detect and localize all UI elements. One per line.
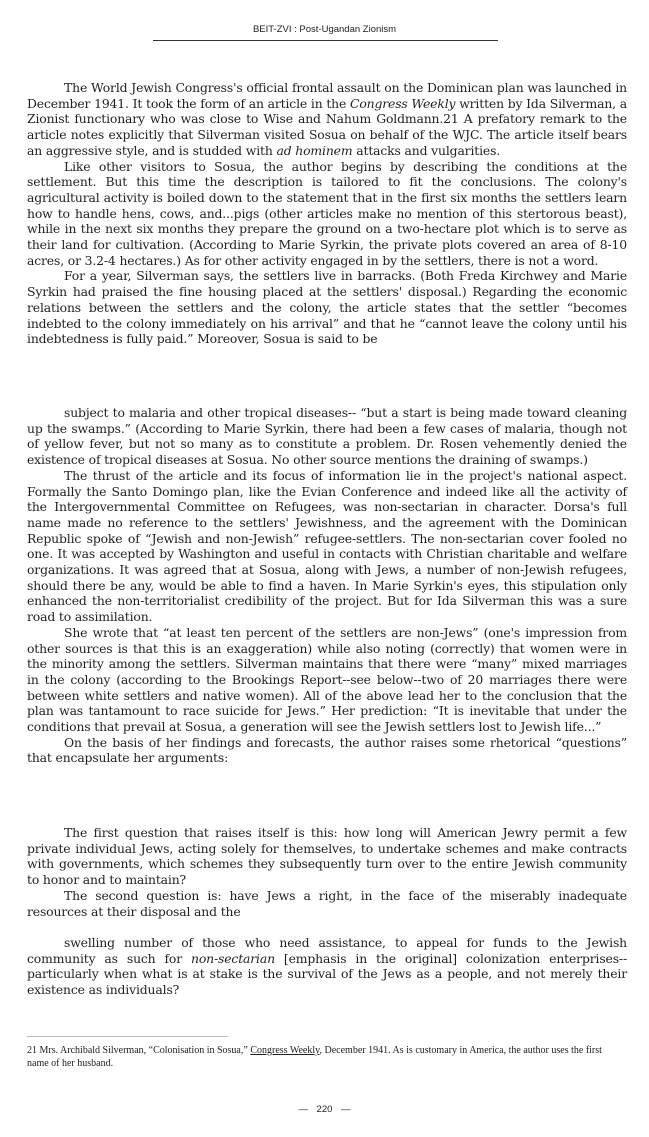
paragraph: The thrust of the article and its focus of information lie in the project's national aspect. Formally the Santo Domingo plan, like the Evian Conference and indeed like all the activity of the Intergovernmental Committee on Refugees, was non-sectarian in character. Dorsa's full name made no reference to the settlers' Jewishness, and the agreement with the Dominican Republic spoke of “Jewish and non-Jewish” refugee-settlers. The non-sectarian cover fooled no one. It was accepted by Washington and useful in contacts with Christian charitable and welfare organizations. It was agreed that at Sosua, along with Jews, a number of non-Jewish refugees, should there be any, would be able to find a haven. In Marie Syrkin's eyes, this stipulation only enhanced the non-territorialist credibility of the project. But for Ida Silverman this was a sure road to assimilation. — [27, 467, 627, 625]
body-block-2 — [27, 405, 627, 766]
footnote — [27, 1044, 607, 1070]
page-number: — 220 — — [298, 1104, 351, 1115]
paragraph: She wrote that “at least ten percent of the settlers are non-Jews” (one's impression from other sources is that this is an exaggeration) while also noting (correctly) that women were in the minority among the settlers. Silverman maintains that there were “many” mixed marriages in the colony (according to the Brookings Report--see below--two of 20 marriages there were between white settlers and native women). All of the above lead her to the conclusion that the plan was tantamount to race suicide for Jews.” Her prediction: “It is inevitable that under the conditions that prevail at Sosua, a generation will see the Jewish settlers lost to Jewish life...” — [27, 624, 627, 735]
italic-title: Congress Weekly — [349, 95, 456, 111]
text-run: , December 1941. As is customary in America, the author uses the first name of her husband. — [27, 1045, 602, 1069]
text-run: [emphasis in the original] colonization enterprises--particularly when what is at stake is the survival of the Jews as a people, and not merely their existence as individuals? — [27, 950, 627, 998]
italic-phrase: non-sectarian — [191, 950, 275, 966]
block-quote-1 — [27, 825, 627, 919]
running-head: BEIT-ZVI : Post-Ugandan Zionism — [252, 24, 397, 35]
paragraph — [27, 935, 627, 998]
paragraph: For a year, Silverman says, the settlers live in barracks. (Both Freda Kirchwey and Marie Syrkin had praised the fine housing placed at the settlers' disposal.) Regarding the economic relations between the settlers and the colony, the article states that the settler “becomes indebted to the colony immediately on his arrival” and that he “cannot leave the colony until his indebtedness is fully paid.” Moreover, Sosua is said to be — [27, 268, 627, 347]
text-run: The World Jewish Congress's official frontal assault on the Dominican plan was launched in December 1941. It took the form of an article in the — [27, 80, 627, 111]
block-quote-2 — [27, 935, 627, 998]
paragraph: The second question is: have Jews a right, in the face of the miserably inadequate resources at their disposal and the — [27, 887, 627, 919]
paragraph: On the basis of her findings and forecasts, the author raises some rhetorical “questions” that encapsulate her arguments: — [27, 734, 627, 766]
paragraph — [27, 80, 627, 159]
text-run: written by Ida Silverman, a Zionist functionary who was close to Wise and Nahum Goldmann.21 A prefatory remark to the article notes explicitly that Silverman visited Sosua on behalf of the WJC. The article itself bears an aggressive style, and is studded with — [27, 95, 628, 158]
body-block-1 — [27, 80, 627, 347]
footnote-rule — [27, 1036, 228, 1037]
text-run: swelling number of those who need assistance, to appeal for funds to the Jewish community as such for — [27, 935, 627, 966]
header-rule — [153, 40, 498, 41]
underlined-title: Congress Weekly — [250, 1045, 320, 1056]
text-run: attacks and vulgarities. — [352, 142, 501, 158]
paragraph: subject to malaria and other tropical diseases-- “but a start is being made toward cleaning up the swamps.” (According to Marie Syrkin, there had been a few cases of malaria, though not of yellow fever, but not so many as to constitute a problem. Dr. Rosen vehemently denied the existence of tropical diseases at Sosua. No other source mentions the draining of swamps.) — [27, 405, 627, 468]
text-run: 21 Mrs. Archibald Silverman, “Colonisation in Sosua,” — [27, 1045, 251, 1056]
italic-phrase: ad hominem — [276, 142, 353, 158]
paragraph: The first question that raises itself is this: how long will American Jewry permit a few private individual Jews, acting solely for themselves, to undertake schemes and make contracts with governments, which schemes they subsequently turn over to the entire Jewish community to honor and to maintain? — [27, 825, 627, 888]
paragraph: Like other visitors to Sosua, the author begins by describing the conditions at the settlement. But this time the description is tailored to fit the conclusions. The colony's agricultural activity is boiled down to the statement that in the first six months the settlers learn how to handle hens, cows, and...pigs (other articles make no mention of this stertorous beast), while in the next six months they prepare the ground on a two-hectare plot which is to serve as their land for cultivation. (According to Marie Syrkin, the private plots covered an area of 8-10 acres, or 3.2-4 hectares.) As for other activity engaged in by the settlers, there is not a word. — [27, 158, 627, 268]
